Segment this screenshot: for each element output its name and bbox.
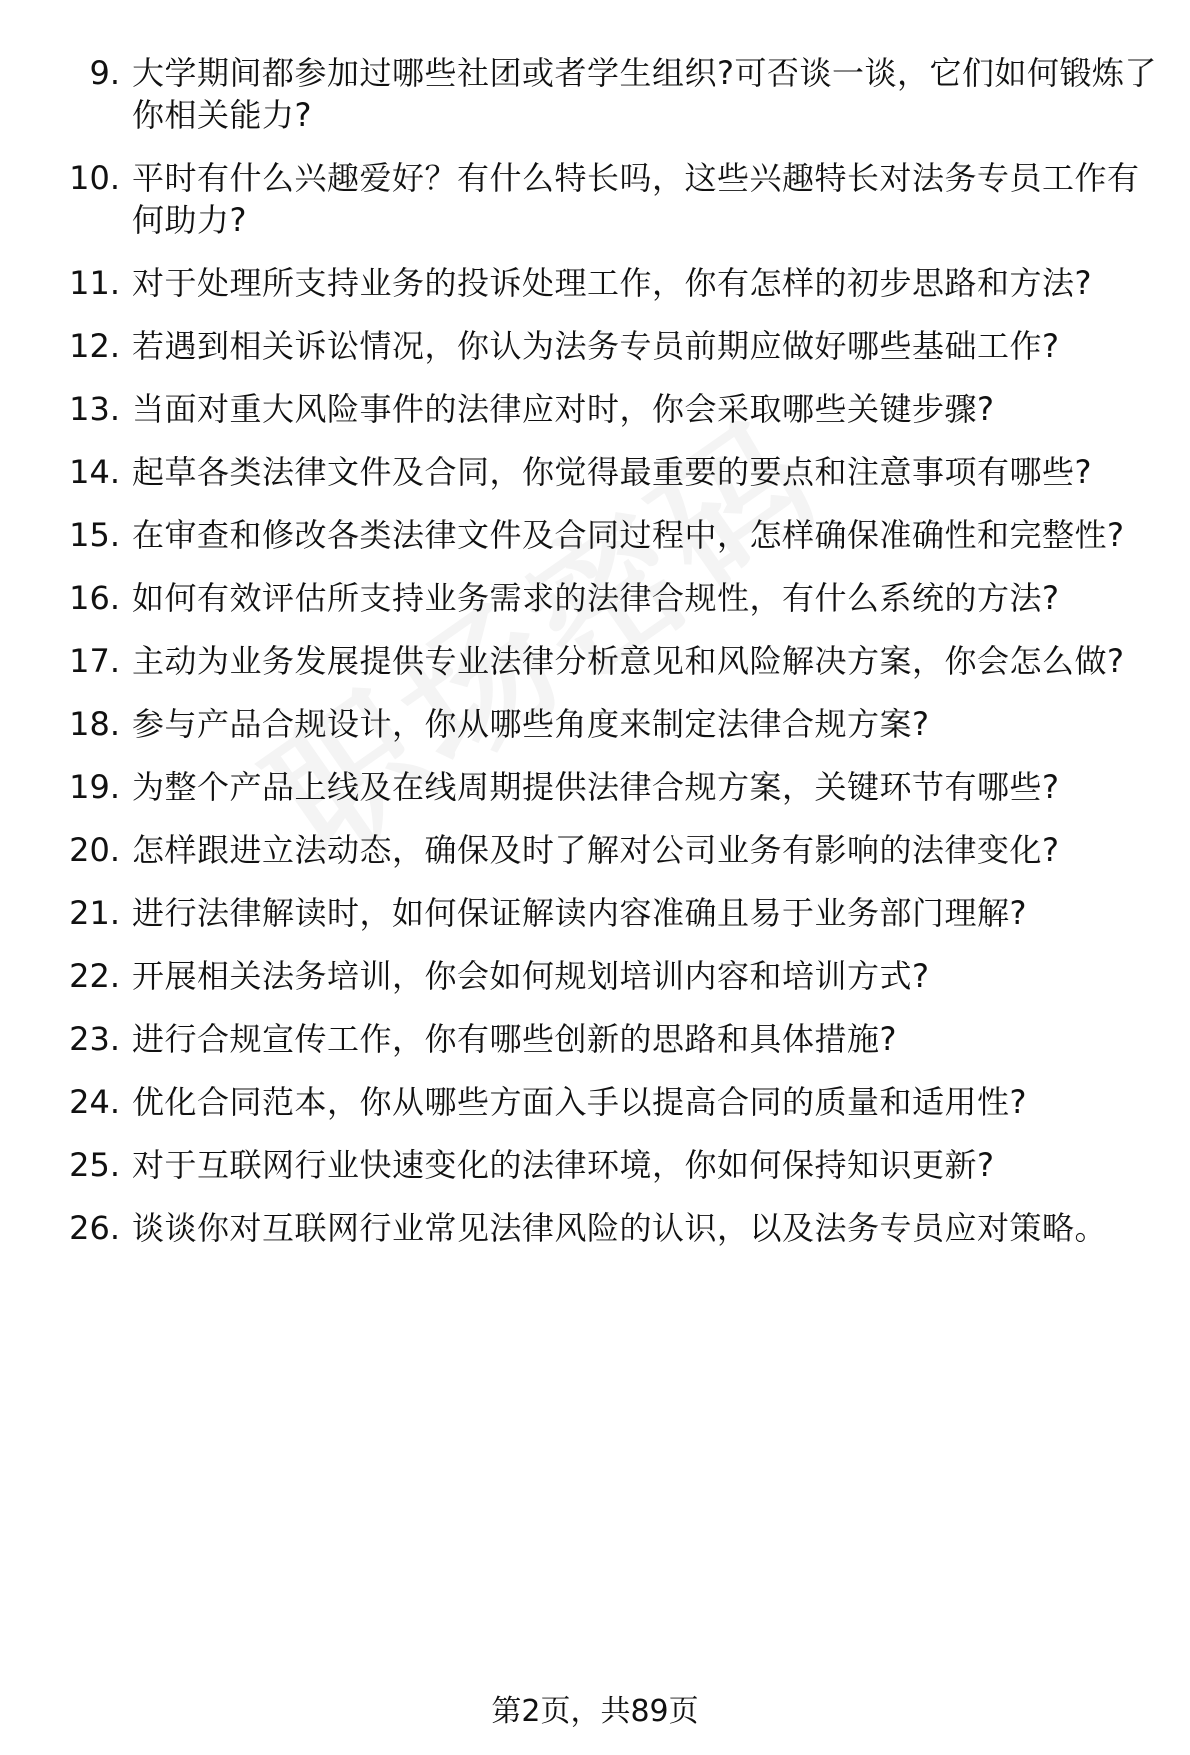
list-item <box>58 1081 1160 1123</box>
list-item <box>58 388 1160 430</box>
list-item <box>58 703 1160 745</box>
list-item <box>58 451 1160 493</box>
question-text: 进行合规宣传工作，你有哪些创新的思路和具体措施? <box>132 1020 897 1058</box>
question-number: 14. <box>69 453 120 491</box>
question-number: 15. <box>69 516 120 554</box>
list-item <box>58 52 1160 136</box>
question-list <box>58 52 1160 1249</box>
question-text: 在审查和修改各类法律文件及合同过程中，怎样确保准确性和完整性? <box>132 516 1125 554</box>
question-text: 进行法律解读时，如何保证解读内容准确且易于业务部门理解? <box>132 894 1027 932</box>
list-item <box>58 766 1160 808</box>
page-number: 第2页，共89页 <box>491 1694 699 1729</box>
question-number: 16. <box>69 579 120 617</box>
question-number: 21. <box>69 894 120 932</box>
question-number: 9. <box>89 54 120 92</box>
question-number: 10. <box>69 159 120 197</box>
question-text: 参与产品合规设计，你从哪些角度来制定法律合规方案? <box>132 705 930 743</box>
list-item <box>58 892 1160 934</box>
question-text: 对于互联网行业快速变化的法律环境，你如何保持知识更新? <box>132 1146 995 1184</box>
question-text: 平时有什么兴趣爱好？有什么特长吗，这些兴趣特长对法务专员工作有何助力? <box>132 159 1140 239</box>
question-text: 谈谈你对互联网行业常见法律风险的认识，以及法务专员应对策略。 <box>132 1209 1108 1247</box>
list-item <box>58 1144 1160 1186</box>
question-number: 20. <box>69 831 120 869</box>
question-text: 当面对重大风险事件的法律应对时，你会采取哪些关键步骤? <box>132 390 995 428</box>
question-number: 18. <box>69 705 120 743</box>
question-text: 起草各类法律文件及合同，你觉得最重要的要点和注意事项有哪些? <box>132 453 1092 491</box>
list-item <box>58 514 1160 556</box>
question-text: 对于处理所支持业务的投诉处理工作，你有怎样的初步思路和方法? <box>132 264 1092 302</box>
list-item <box>58 640 1160 682</box>
question-text: 若遇到相关诉讼情况，你认为法务专员前期应做好哪些基础工作? <box>132 327 1060 365</box>
question-text: 大学期间都参加过哪些社团或者学生组织?可否谈一谈，它们如何锻炼了你相关能力? <box>132 54 1157 134</box>
question-number: 25. <box>69 1146 120 1184</box>
question-number: 19. <box>69 768 120 806</box>
question-number: 24. <box>69 1083 120 1121</box>
list-item <box>58 829 1160 871</box>
list-item <box>58 1207 1160 1249</box>
question-text: 为整个产品上线及在线周期提供法律合规方案，关键环节有哪些? <box>132 768 1060 806</box>
question-number: 13. <box>69 390 120 428</box>
question-number: 22. <box>69 957 120 995</box>
list-item <box>58 262 1160 304</box>
question-text: 开展相关法务培训，你会如何规划培训内容和培训方式? <box>132 957 930 995</box>
question-text: 优化合同范本，你从哪些方面入手以提高合同的质量和适用性? <box>132 1083 1027 1121</box>
question-number: 11. <box>69 264 120 302</box>
question-number: 26. <box>69 1209 120 1247</box>
list-item <box>58 577 1160 619</box>
list-item <box>58 157 1160 241</box>
list-item <box>58 325 1160 367</box>
question-text: 如何有效评估所支持业务需求的法律合规性，有什么系统的方法? <box>132 579 1060 617</box>
question-number: 17. <box>69 642 120 680</box>
question-number: 23. <box>69 1020 120 1058</box>
question-text: 怎样跟进立法动态，确保及时了解对公司业务有影响的法律变化? <box>132 831 1060 869</box>
question-number: 12. <box>69 327 120 365</box>
list-item <box>58 1018 1160 1060</box>
list-item <box>58 955 1160 997</box>
question-text: 主动为业务发展提供专业法律分析意见和风险解决方案，你会怎么做? <box>132 642 1125 680</box>
